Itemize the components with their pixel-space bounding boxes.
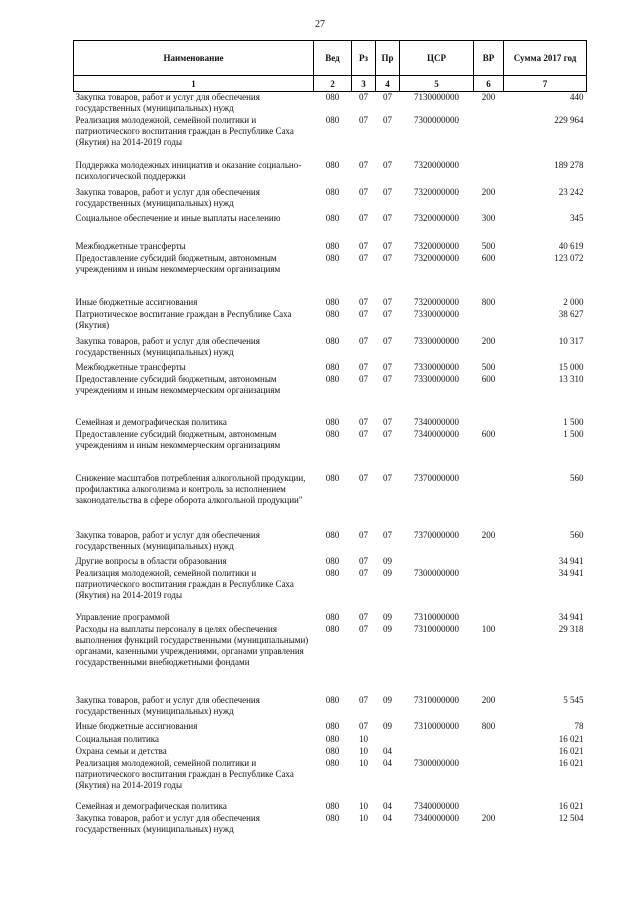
row-vr [474,473,504,530]
column-number: 1 [74,76,314,92]
row-rz: 10 [359,733,368,744]
row-ved: 080 [325,186,340,197]
row-sum: 2 000 [563,296,584,307]
table-row [74,721,587,734]
row-ved: 080 [325,428,340,439]
row-csr: 7370000000 [414,529,459,540]
row-csr [400,746,474,758]
row-rz: 07 [359,114,368,125]
row-rz: 07 [359,252,368,263]
header-ved: Вед [314,41,352,76]
row-sum: 23 242 [558,186,584,197]
row-ved: 080 [325,745,340,756]
row-ved: 080 [325,720,340,731]
row-rz: 07 [359,416,368,427]
table-row [74,530,587,556]
row-rz: 07 [359,694,368,705]
table-body [74,92,587,837]
table-row [74,241,587,253]
row-name: Реализация молодежной, семейной политики и патриотического воспитания граждан в Республике Саха (Якутия) на 2014-2019 годы [75,567,294,600]
row-rz: 07 [359,623,368,634]
row-vr: 800 [481,720,496,731]
row-name: Межбюджетные трансферты [75,361,186,372]
row-ved: 080 [325,757,340,768]
row-pr: 09 [383,611,392,622]
row-name: Закупка товаров, работ и услуг для обеспечения государственных (муниципальных) нужд [75,92,260,113]
row-pr: 09 [383,555,392,566]
row-name: Иные бюджетные ассигнования [75,296,198,307]
row-csr: 7310000000 [414,720,459,731]
row-csr: 7130000000 [414,92,459,102]
row-rz: 07 [359,373,368,384]
row-csr: 7340000000 [414,812,459,823]
row-vr: 600 [481,252,496,263]
row-name: Закупка товаров, работ и услуг для обеспечения государственных (муниципальных) нужд [75,812,260,834]
row-csr: 7330000000 [414,373,459,384]
row-vr: 200 [481,529,496,540]
row-sum: 16 021 [558,733,584,744]
table-row [74,417,587,429]
row-rz: 07 [359,159,368,170]
row-ved: 080 [325,212,340,223]
row-rz: 07 [359,567,368,578]
row-name: Поддержка молодежных инициатив и оказание социально-психологической поддержки [75,159,302,181]
row-csr: 7320000000 [414,240,459,251]
row-rz: 07 [359,428,368,439]
table-row [74,746,587,758]
row-pr: 07 [383,186,392,197]
row-rz: 07 [359,186,368,197]
row-rz: 10 [359,757,368,768]
row-name: Закупка товаров, работ и услуг для обеспечения государственных (муниципальных) нужд [75,335,260,357]
column-number: 7 [504,76,587,92]
table-row [74,336,587,362]
row-name: Закупка товаров, работ и услуг для обеспечения государственных (муниципальных) нужд [75,186,260,208]
row-sum: 1 500 [563,416,584,427]
row-ved: 080 [325,529,340,540]
table-row [74,568,587,612]
table-row [74,92,587,115]
row-name: Реализация молодежной, семейной политики и патриотического воспитания граждан в Республике Саха (Якутия) на 2014-2019 годы [75,114,294,147]
table-row [74,813,587,837]
row-vr [474,746,504,758]
table-row [74,801,587,813]
row-vr: 200 [481,694,496,705]
column-number: 2 [314,76,352,92]
row-ved: 080 [325,694,340,705]
row-rz: 07 [359,308,368,319]
row-sum: 15 000 [558,361,584,372]
row-pr: 07 [383,212,392,223]
row-pr: 04 [383,757,392,768]
row-sum: 34 941 [558,555,584,566]
row-name: Семейная и демографическая политика [75,416,227,427]
table-row [74,213,587,241]
row-vr: 500 [481,240,496,251]
row-name: Социальная политика [75,733,159,744]
row-vr: 200 [481,186,496,197]
row-csr: 7300000000 [414,567,459,578]
row-pr: 07 [383,92,392,102]
table-row [74,429,587,473]
table-header-row [74,41,587,76]
row-name: Предоставление субсидий бюджетным, автономным учреждениям и иным некоммерческим организациям [75,428,281,450]
budget-table [73,40,587,837]
row-sum: 16 021 [558,757,584,768]
page-number: 27 [315,19,325,30]
row-pr [376,734,400,746]
row-vr: 600 [481,373,496,384]
row-ved: 080 [325,555,340,566]
row-rz: 07 [359,472,368,483]
row-vr [474,801,504,813]
row-pr: 09 [383,623,392,634]
table-row [74,309,587,336]
header-name: Наименование [74,41,314,76]
row-name: Другие вопросы в области образования [75,555,227,566]
table-row [74,115,587,160]
row-csr: 7320000000 [414,212,459,223]
row-pr: 07 [383,240,392,251]
row-pr: 07 [383,159,392,170]
column-number-row [74,76,587,92]
row-csr: 7340000000 [414,428,459,439]
row-pr: 04 [383,745,392,756]
row-sum: 123 072 [554,252,584,263]
table-row [74,297,587,309]
row-ved: 080 [325,567,340,578]
row-ved: 080 [325,335,340,346]
header-pr: Пр [376,41,400,76]
row-pr: 07 [383,529,392,540]
row-sum: 10 317 [558,335,584,346]
table-row [74,758,587,801]
row-ved: 080 [325,361,340,372]
row-sum: 440 [570,92,584,102]
header-sum: Сумма 2017 год [504,41,587,76]
row-name: Расходы на выплаты персоналу в целях обеспечения выполнения функций государственными (муниципальными) органами, казенными учреждениями, органами управления государственными внебюджетными фондами [75,623,309,667]
row-csr: 7310000000 [414,611,459,622]
header-vr: ВР [474,41,504,76]
column-number: 4 [376,76,400,92]
row-vr [474,309,504,336]
row-vr: 100 [481,623,496,634]
row-csr: 7330000000 [414,335,459,346]
row-vr [474,758,504,801]
row-sum: 189 278 [554,159,584,170]
row-csr: 7370000000 [414,472,459,483]
row-ved: 080 [325,416,340,427]
row-vr [474,115,504,160]
row-ved: 080 [325,308,340,319]
row-ved: 080 [325,623,340,634]
row-sum: 1 500 [563,428,584,439]
table-row [74,734,587,746]
table-row [74,695,587,721]
row-vr [474,160,504,187]
row-vr [474,734,504,746]
row-ved: 080 [325,733,340,744]
table-row [74,473,587,530]
row-sum: 5 545 [563,694,584,705]
table-row [74,160,587,187]
row-name: Предоставление субсидий бюджетным, автономным учреждениям и иным некоммерческим организациям [75,373,281,395]
row-name: Охрана семьи и детства [75,745,167,756]
row-sum: 345 [570,212,584,223]
row-ved: 080 [325,92,340,102]
row-ved: 080 [325,373,340,384]
row-csr: 7320000000 [414,159,459,170]
row-name: Предоставление субсидий бюджетным, автономным учреждениям и иным некоммерческим организациям [75,252,281,274]
row-csr: 7310000000 [414,694,459,705]
row-pr: 04 [383,812,392,823]
row-ved: 080 [325,114,340,125]
row-rz: 10 [359,812,368,823]
row-rz: 07 [359,555,368,566]
row-pr: 04 [383,800,392,811]
column-number: 5 [400,76,474,92]
row-rz: 07 [359,611,368,622]
column-number: 6 [474,76,504,92]
row-ved: 080 [325,159,340,170]
row-rz: 07 [359,335,368,346]
row-sum: 13 310 [558,373,584,384]
row-rz: 07 [359,212,368,223]
row-name: Реализация молодежной, семейной политики и патриотического воспитания граждан в Республике Саха (Якутия) на 2014-2019 годы [75,757,294,790]
row-name: Управление программой [75,611,170,622]
row-ved: 080 [325,812,340,823]
row-ved: 080 [325,252,340,263]
row-pr: 09 [383,720,392,731]
column-number: 3 [352,76,376,92]
row-pr: 07 [383,472,392,483]
row-name: Семейная и демографическая политика [75,800,227,811]
row-vr: 600 [481,428,496,439]
row-ved: 080 [325,240,340,251]
row-pr: 07 [383,416,392,427]
row-pr: 07 [383,252,392,263]
row-sum: 16 021 [558,800,584,811]
table-row [74,253,587,297]
row-vr: 200 [481,812,496,823]
row-rz: 07 [359,92,368,102]
row-csr [400,734,474,746]
row-vr: 200 [481,335,496,346]
row-pr: 07 [383,296,392,307]
row-rz: 07 [359,240,368,251]
row-sum: 38 627 [558,308,584,319]
row-csr: 7300000000 [414,757,459,768]
row-name: Иные бюджетные ассигнования [75,720,198,731]
row-csr: 7320000000 [414,296,459,307]
row-sum: 34 941 [558,567,584,578]
row-csr [400,556,474,568]
row-sum: 12 504 [558,812,584,823]
row-rz: 10 [359,800,368,811]
row-sum: 29 318 [558,623,584,634]
row-csr: 7320000000 [414,186,459,197]
row-vr: 500 [481,361,496,372]
row-pr: 09 [383,567,392,578]
row-name: Закупка товаров, работ и услуг для обеспечения государственных (муниципальных) нужд [75,694,260,716]
row-ved: 080 [325,611,340,622]
row-name: Патриотическое воспитание граждан в Республике Саха (Якутия) [75,308,292,330]
row-pr: 07 [383,114,392,125]
table-row [74,362,587,374]
row-name: Снижение масштабов потребления алкогольной продукции, профилактика алкоголизма и контроль за исполнением законодательства в сфере оборота алкогольной продукции" [75,472,306,505]
row-sum: 78 [574,720,584,731]
row-vr [474,568,504,612]
row-sum: 40 619 [558,240,584,251]
row-csr: 7340000000 [414,416,459,427]
header-csr: ЦСР [400,41,474,76]
row-vr: 200 [481,92,496,102]
row-pr: 09 [383,694,392,705]
row-vr [474,556,504,568]
row-sum: 229 964 [554,114,584,125]
row-ved: 080 [325,472,340,483]
table-row [74,374,587,417]
header-rz: Рз [352,41,376,76]
row-pr: 07 [383,308,392,319]
table-row [74,556,587,568]
row-rz: 07 [359,529,368,540]
row-ved: 080 [325,296,340,307]
row-name: Социальное обеспечение и иные выплаты населению [75,212,281,223]
row-rz: 10 [359,745,368,756]
row-sum: 34 941 [558,611,584,622]
table-row [74,187,587,213]
row-pr: 07 [383,335,392,346]
row-vr [474,612,504,624]
row-csr: 7330000000 [414,308,459,319]
row-csr: 7340000000 [414,800,459,811]
table-row [74,624,587,695]
row-rz: 07 [359,361,368,372]
row-pr: 07 [383,428,392,439]
row-name: Закупка товаров, работ и услуг для обеспечения государственных (муниципальных) нужд [75,529,260,551]
row-name: Межбюджетные трансферты [75,240,186,251]
row-sum: 16 021 [558,745,584,756]
row-ved: 080 [325,800,340,811]
row-csr: 7310000000 [414,623,459,634]
row-pr: 07 [383,361,392,372]
row-vr: 800 [481,296,496,307]
row-sum: 560 [570,472,584,483]
row-rz: 07 [359,720,368,731]
row-pr: 07 [383,373,392,384]
row-sum: 560 [570,529,584,540]
row-vr [474,417,504,429]
row-vr: 300 [481,212,496,223]
row-csr: 7300000000 [414,114,459,125]
row-csr: 7320000000 [414,252,459,263]
row-csr: 7330000000 [414,361,459,372]
table-row [74,612,587,624]
row-rz: 07 [359,296,368,307]
